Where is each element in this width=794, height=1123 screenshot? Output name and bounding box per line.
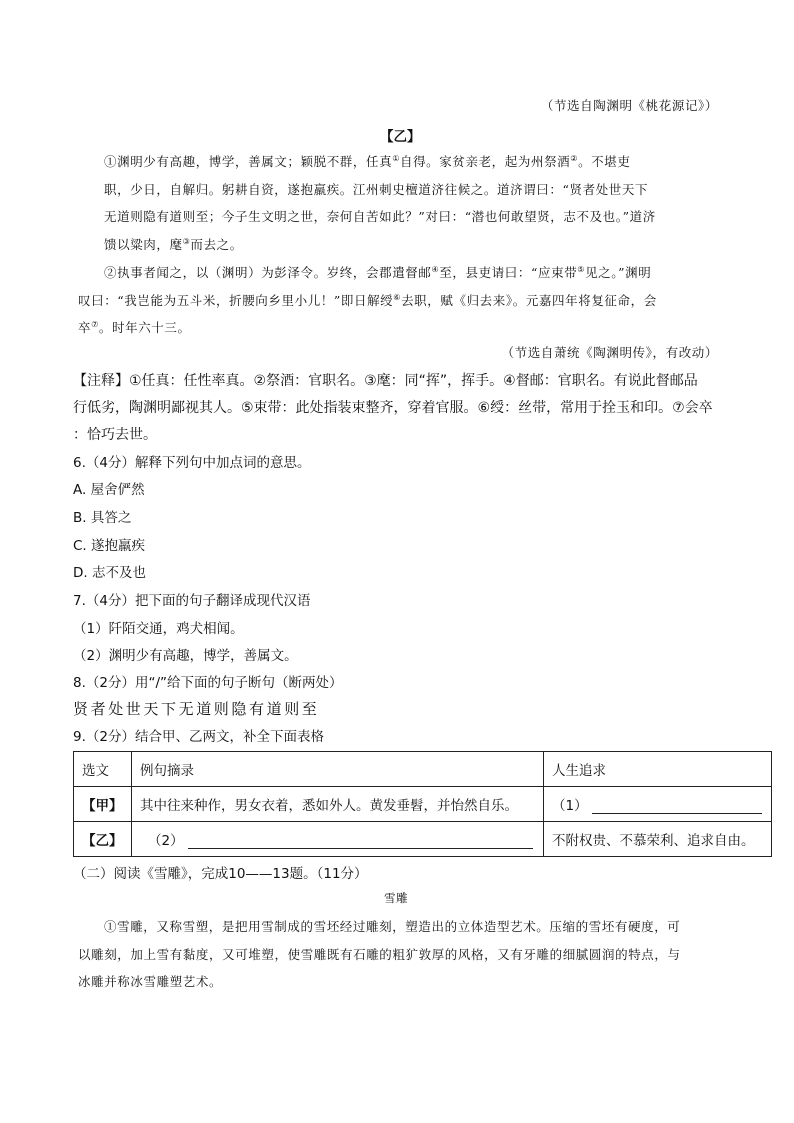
q7-sentence-2: （2）渊明少有高趣，博学，善属文。 bbox=[73, 648, 298, 664]
passage-yi-p1-line2: 职，少日，自解归。躬耕自资，遂抱羸疾。江州刺史檀道济往候之。道济谓曰：“贤者处世天下 bbox=[104, 182, 649, 197]
answer-cell-1 bbox=[544, 787, 772, 822]
notes-line2: 行低劣，陶渊明鄙视其人。⑤束带：此处指装束整齐，穿着官服。⑥绶：丝带，常用于拴玉和印。⑦会卒 bbox=[73, 400, 713, 416]
article-p1-line3: 冰雕并称冰雪雕塑艺术。 bbox=[78, 974, 223, 989]
passage-yi-p1-line4: 馈以粱肉，麾③而去之。 bbox=[104, 236, 243, 252]
section-yi-title: 【乙】 bbox=[380, 129, 421, 145]
q8-stem: 8.（2分）用“/”给下面的句子断句（断两处） bbox=[73, 675, 343, 691]
row-quote-jia: 其中往来种作，男女衣着，悉如外人。黄发垂髫，并怡然自乐。 bbox=[132, 787, 544, 822]
q9-table bbox=[73, 751, 772, 857]
part2-heading: （二）阅读《雪雕》，完成10——13题。（11分） bbox=[73, 866, 368, 882]
notes-line3: ：恰巧去世。 bbox=[73, 427, 157, 443]
row-label-jia: 【甲】 bbox=[74, 787, 132, 822]
q6-stem: 6.（4分）解释下列句中加点词的意思。 bbox=[73, 455, 311, 471]
article-title: 雪雕 bbox=[384, 891, 409, 905]
article-p1-line1: ①雪雕，又称雪塑，是把用雪制成的雪坯经过雕刻，塑造出的立体造型艺术。压缩的雪坯有硬度，可 bbox=[104, 919, 681, 934]
q6-option-b: B. 具答之 bbox=[73, 510, 132, 526]
source-jia: （节选自陶渊明《桃花源记》） bbox=[540, 98, 718, 113]
table-header-cell: 例句摘录 bbox=[132, 752, 544, 787]
row-answer-yi: 不附权贵、不慕荣利、追求自由。 bbox=[544, 822, 772, 857]
quote-cell-2 bbox=[132, 822, 544, 857]
table-row bbox=[74, 787, 772, 822]
passage-yi-p1-line1: ①渊明少有高趣，博学，善属文；颖脱不群，任真①自得。家贫亲老，起为州祭酒②。不堪吏 bbox=[104, 153, 631, 169]
source-yi: （节选自萧统《陶渊明传》，有改动） bbox=[501, 345, 718, 360]
answer-blank-1[interactable] bbox=[592, 799, 762, 814]
passage-yi-p2-line1: ②执事者闻之，以（渊明）为彭泽令。岁终，会郡遣督邮④至，县吏请曰：“应束带⑤见之。”渊明 bbox=[104, 264, 652, 280]
q6-option-c: C. 遂抱羸疾 bbox=[73, 538, 146, 554]
q9-stem: 9.（2分）结合甲、乙两文，补全下面表格 bbox=[73, 729, 324, 745]
blank-number-2: （2） bbox=[148, 833, 184, 849]
q6-option-d: D. 志不及也 bbox=[73, 565, 146, 581]
q7-stem: 7.（4分）把下面的句子翻译成现代汉语 bbox=[73, 593, 311, 609]
row-label-yi: 【乙】 bbox=[74, 822, 132, 857]
q7-sentence-1: （1）阡陌交通，鸡犬相闻。 bbox=[73, 621, 244, 637]
table-header-row bbox=[74, 752, 772, 787]
passage-yi-p2-line2: 叹曰：“我岂能为五斗米，折腰向乡里小儿！”即日解绶⑥去职，赋《归去来》。元嘉四年将复征命，会 bbox=[78, 292, 657, 308]
notes-line1: 【注释】①任真：任性率真。②祭酒：官职名。③麾：同“挥”，挥手。④督邮：官职名。有说此督邮品 bbox=[73, 373, 698, 389]
q6-option-a: A. 屋舍俨然 bbox=[73, 482, 145, 498]
table-header-cell: 人生追求 bbox=[544, 752, 772, 787]
q8-sentence: 贤者处世天下无道则隐有道则至 bbox=[73, 700, 320, 718]
article-p1-line2: 以雕刻，加上雪有黏度，又可堆塑，使雪雕既有石雕的粗犷敦厚的风格，又有牙雕的细腻圆润的特点，与 bbox=[78, 947, 681, 962]
blank-number-1: （1） bbox=[552, 798, 588, 814]
table-row bbox=[74, 822, 772, 857]
passage-yi-p2-line3: 卒⑦。时年六十三。 bbox=[78, 319, 191, 335]
table-header-cell: 选文 bbox=[74, 752, 132, 787]
passage-yi-p1-line3: 无道则隐有道则至；今子生文明之世，奈何自苦如此？”对曰：“潜也何敢望贤，志不及也。”道济 bbox=[104, 209, 656, 224]
answer-blank-2[interactable] bbox=[188, 834, 533, 849]
